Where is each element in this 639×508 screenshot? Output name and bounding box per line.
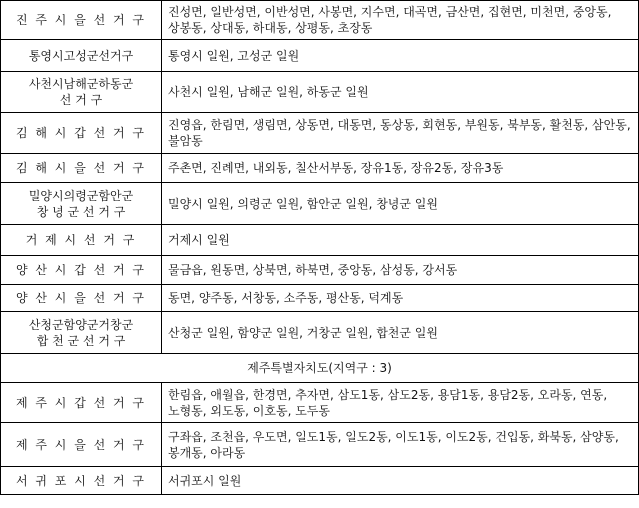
table-row bbox=[1, 183, 639, 225]
district-areas-cell: 구좌읍, 조천읍, 우도면, 일도1동, 일도2동, 이도1동, 이도2동, 건입동, 화북동, 삼양동, 봉개동, 아라동 bbox=[162, 423, 639, 467]
table-row bbox=[1, 40, 639, 72]
province-section-header: 제주특별자치도(지역구 : 3) bbox=[1, 354, 639, 383]
district-name-cell: 밀양시의령군함안군 창 녕 군 선 거 구 bbox=[1, 183, 162, 225]
district-areas-cell: 사천시 일원, 남해군 일원, 하동군 일원 bbox=[162, 72, 639, 113]
table-row bbox=[1, 1, 639, 40]
section-header-row bbox=[1, 354, 639, 383]
district-name-cell: 진 주 시 을 선 거 구 bbox=[1, 1, 162, 40]
district-areas-cell: 서귀포시 일원 bbox=[162, 467, 639, 495]
table-row bbox=[1, 225, 639, 256]
table-row bbox=[1, 285, 639, 312]
district-name-cell: 통영시고성군선거구 bbox=[1, 40, 162, 72]
district-areas-cell: 밀양시 일원, 의령군 일원, 함안군 일원, 창녕군 일원 bbox=[162, 183, 639, 225]
district-areas-cell: 한림읍, 애월읍, 한경면, 추자면, 삼도1동, 삼도2동, 용담1동, 용담2동, 오라동, 연동, 노형동, 외도동, 이호동, 도두동 bbox=[162, 383, 639, 423]
district-name-cell: 서 귀 포 시 선 거 구 bbox=[1, 467, 162, 495]
district-name-cell: 사천시남해군하동군 선 거 구 bbox=[1, 72, 162, 113]
district-name-cell: 거 제 시 선 거 구 bbox=[1, 225, 162, 256]
district-areas-cell: 진성면, 일반성면, 이반성면, 사봉면, 지수면, 대곡면, 금산면, 집현면, 미천면, 중앙동, 상봉동, 상대동, 하대동, 상평동, 초장동 bbox=[162, 1, 639, 40]
table-row bbox=[1, 467, 639, 495]
table-row bbox=[1, 312, 639, 354]
district-areas-cell: 거제시 일원 bbox=[162, 225, 639, 256]
district-name-cell: 산청군함양군거창군 합 천 군 선 거 구 bbox=[1, 312, 162, 354]
table-row bbox=[1, 256, 639, 285]
district-name-cell: 제 주 시 을 선 거 구 bbox=[1, 423, 162, 467]
table-row bbox=[1, 383, 639, 423]
district-name-cell: 김 해 시 갑 선 거 구 bbox=[1, 113, 162, 154]
district-areas-cell: 물금읍, 원동면, 상북면, 하북면, 중앙동, 삼성동, 강서동 bbox=[162, 256, 639, 285]
district-areas-cell: 동면, 양주동, 서창동, 소주동, 평산동, 덕계동 bbox=[162, 285, 639, 312]
district-areas-cell: 진영읍, 한림면, 생림면, 상동면, 대동면, 동상동, 회현동, 부원동, 북부동, 활천동, 삼안동, 불암동 bbox=[162, 113, 639, 154]
district-areas-cell: 통영시 일원, 고성군 일원 bbox=[162, 40, 639, 72]
table-row bbox=[1, 423, 639, 467]
table-row bbox=[1, 113, 639, 154]
district-areas-cell: 산청군 일원, 함양군 일원, 거창군 일원, 합천군 일원 bbox=[162, 312, 639, 354]
district-areas-cell: 주촌면, 진례면, 내외동, 칠산서부동, 장유1동, 장유2동, 장유3동 bbox=[162, 154, 639, 183]
district-name-cell: 양 산 시 을 선 거 구 bbox=[1, 285, 162, 312]
district-name-cell: 제 주 시 갑 선 거 구 bbox=[1, 383, 162, 423]
district-name-cell: 김 해 시 을 선 거 구 bbox=[1, 154, 162, 183]
table-row bbox=[1, 154, 639, 183]
district-name-cell: 양 산 시 갑 선 거 구 bbox=[1, 256, 162, 285]
table-row bbox=[1, 72, 639, 113]
